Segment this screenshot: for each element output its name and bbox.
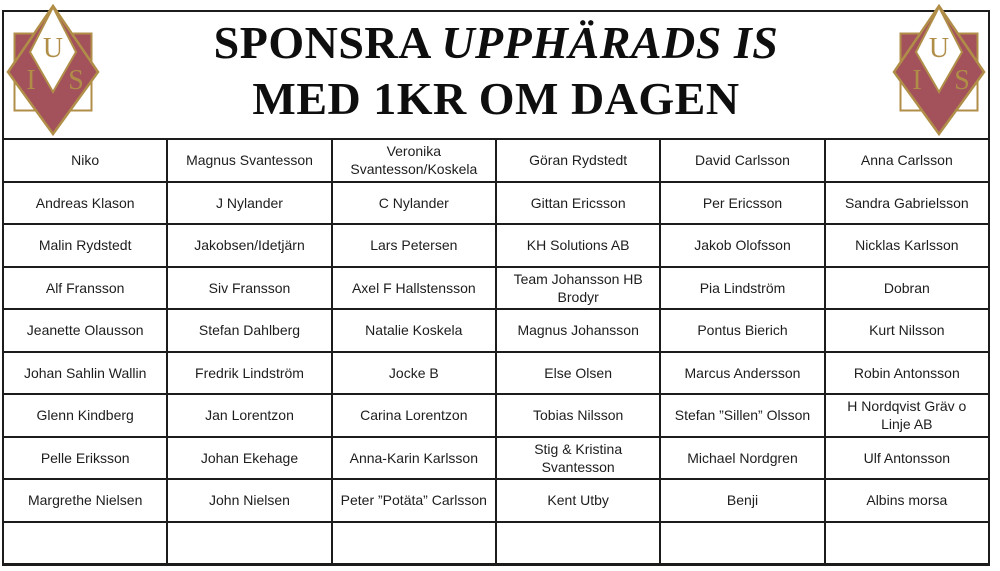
sponsor-cell: Veronika Svantesson/Koskela [333,140,495,181]
sponsor-cell: Anna Carlsson [826,140,988,181]
sponsor-cell: Glenn Kindberg [4,395,166,436]
sponsor-cell: Magnus Johansson [497,310,659,351]
sponsor-cell: Peter ”Potäta” Carlsson [333,480,495,521]
sponsor-cell: Stig & Kristina Svantesson [497,438,659,479]
sponsor-cell: Malin Rydstedt [4,225,166,266]
sponsor-cell: Lars Petersen [333,225,495,266]
logo-letter-i: I [26,65,36,96]
sponsor-table [4,140,988,563]
sponsor-cell: KH Solutions AB [497,225,659,266]
sponsor-cell: Ulf Antonsson [826,438,988,479]
empty-cell [168,523,330,564]
logo-letter-u: U [928,33,950,64]
sponsor-cell: Alf Fransson [4,268,166,309]
sponsor-cell: Albins morsa [826,480,988,521]
sponsor-cell: Per Ericsson [661,183,823,224]
sponsor-cell: David Carlsson [661,140,823,181]
sponsor-cell: Johan Sahlin Wallin [4,353,166,394]
sponsor-cell: H Nordqvist Gräv o Linje AB [826,395,988,436]
logo-letter-s: S [954,65,970,96]
sponsor-cell: J Nylander [168,183,330,224]
sponsor-cell: Magnus Svantesson [168,140,330,181]
sponsor-sheet [2,10,990,566]
empty-cell [661,523,823,564]
sponsor-cell: Fredrik Lindström [168,353,330,394]
sponsor-cell: Gittan Ericsson [497,183,659,224]
sponsor-cell: John Nielsen [168,480,330,521]
sponsor-cell: Jocke B [333,353,495,394]
sponsor-cell: Johan Ekehage [168,438,330,479]
club-logo-right-icon [892,4,986,136]
sponsor-cell: Nicklas Karlsson [826,225,988,266]
empty-cell [4,523,166,564]
title-line1-italic: UPPHÄRADS IS [441,17,779,68]
logo-letter-s: S [68,65,84,96]
sponsor-cell: Anna-Karin Karlsson [333,438,495,479]
sponsor-cell: Kent Utby [497,480,659,521]
sponsor-cell: Stefan Dahlberg [168,310,330,351]
sponsor-cell: Margrethe Nielsen [4,480,166,521]
sponsor-cell: Sandra Gabrielsson [826,183,988,224]
sponsor-cell: Jan Lorentzon [168,395,330,436]
logo-letter-u: U [42,33,64,64]
sponsor-cell: Jakobsen/Idetjärn [168,225,330,266]
empty-cell [826,523,988,564]
sponsor-cell: Dobran [826,268,988,309]
sponsor-cell: Tobias Nilsson [497,395,659,436]
sponsor-cell: Team Johansson HB Brodyr [497,268,659,309]
empty-cell [333,523,495,564]
title-line-2: MED 1KR OM DAGEN [252,73,740,124]
header [4,12,988,140]
sponsor-cell: Carina Lorentzon [333,395,495,436]
title-line-1 [4,15,988,71]
sponsor-cell: Jakob Olofsson [661,225,823,266]
sponsor-cell: Niko [4,140,166,181]
sponsor-cell: Michael Nordgren [661,438,823,479]
sponsor-cell: Andreas Klason [4,183,166,224]
club-logo-left-icon [6,4,100,136]
sponsor-cell: Pontus Bierich [661,310,823,351]
sponsor-cell: Else Olsen [497,353,659,394]
sponsor-cell: Pia Lindström [661,268,823,309]
sponsor-cell: Benji [661,480,823,521]
page-title [4,12,988,127]
sponsor-cell: Pelle Eriksson [4,438,166,479]
sponsor-cell: Göran Rydstedt [497,140,659,181]
empty-cell [497,523,659,564]
sponsor-cell: Axel F Hallstensson [333,268,495,309]
sponsor-cell: Kurt Nilsson [826,310,988,351]
sponsor-cell: Marcus Andersson [661,353,823,394]
sponsor-cell: Stefan ”Sillen” Olsson [661,395,823,436]
title-line1-regular: SPONSRA [213,17,442,68]
sponsor-cell: Robin Antonsson [826,353,988,394]
sponsor-cell: Natalie Koskela [333,310,495,351]
sponsor-cell: Jeanette Olausson [4,310,166,351]
logo-letter-i: I [912,65,922,96]
sponsor-cell: C Nylander [333,183,495,224]
sponsor-cell: Siv Fransson [168,268,330,309]
